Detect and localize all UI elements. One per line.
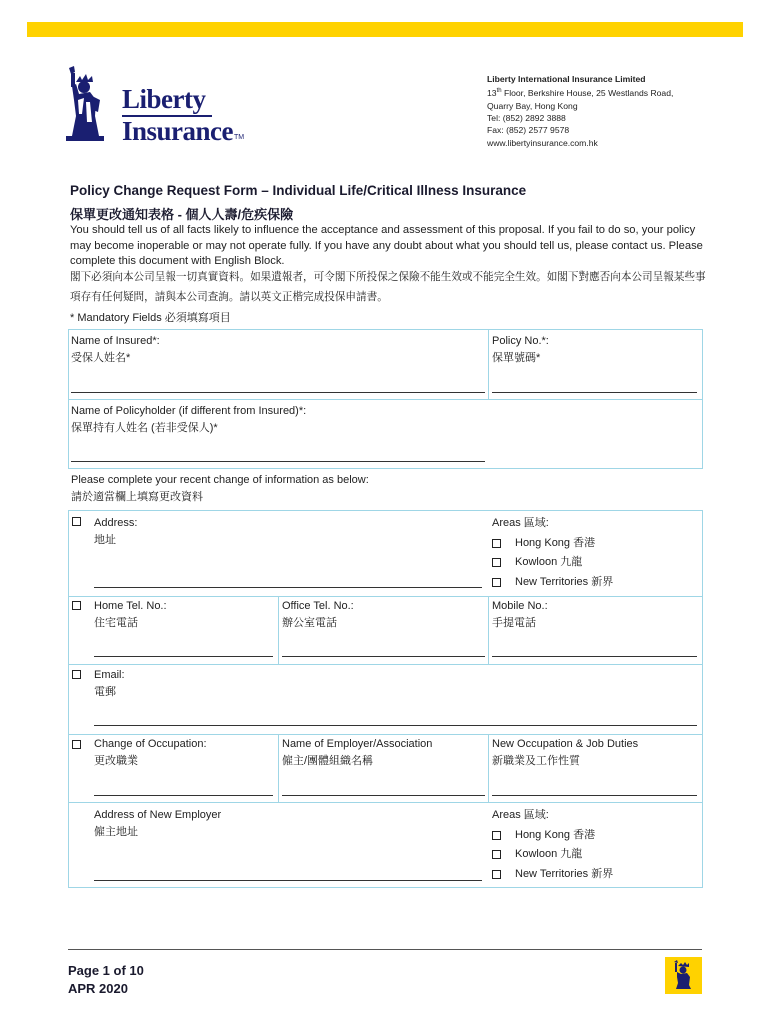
company-website[interactable]: www.libertyinsurance.com.hk bbox=[487, 137, 598, 148]
employer-name-label: Name of Employer/Association 僱主/團體組織名稱 bbox=[282, 738, 433, 767]
address-label: Address: 地址 bbox=[94, 517, 138, 546]
area-hong-kong-label: Hong Kong 香港 bbox=[515, 537, 596, 549]
top-accent-bar bbox=[27, 22, 743, 37]
employer-area-kowloon-label: Kowloon 九龍 bbox=[515, 848, 583, 860]
email-field[interactable] bbox=[94, 725, 697, 726]
mobile-label: Mobile No.: 手提電話 bbox=[492, 600, 548, 629]
job-duties-field[interactable] bbox=[492, 795, 697, 796]
name-insured-label: Name of Insured*: 受保人姓名* bbox=[71, 335, 160, 364]
address-line-2: Quarry Bay, Hong Kong bbox=[487, 100, 578, 111]
employer-address-field[interactable] bbox=[94, 880, 482, 881]
logo-word-liberty: Liberty bbox=[122, 84, 206, 114]
statue-of-liberty-icon bbox=[665, 957, 702, 994]
area-hong-kong-checkbox[interactable] bbox=[492, 539, 501, 548]
intro-text-zh: 閣下必須向本公司呈報一切真實資料。如果遺報者，可令閣下所投保之保險不能生效或不能完全生效。如閣下對應否向本公司呈報某些事項存有任何疑問，請與本公司查詢。請以英文正楷完成投保申請書。 bbox=[70, 271, 706, 303]
logo-trademark: TM bbox=[234, 134, 245, 141]
logo-word-insurance: Insurance bbox=[122, 116, 234, 146]
phone-checkbox[interactable] bbox=[72, 601, 81, 610]
section-divider bbox=[68, 664, 703, 665]
email-label: Email: 電郵 bbox=[94, 669, 125, 698]
liberty-logo bbox=[62, 66, 252, 146]
intro-text-en: You should tell us of all facts likely to influence the acceptance and assessment of this proposal. If you fail to do so, your policy may become inoperable or may not operate fully. If you have any doubt about what you should tell us, please contact us. Please complete this document with English Block. bbox=[70, 224, 703, 267]
section-divider bbox=[488, 596, 489, 664]
employer-area-new-territories-label: New Territories 新界 bbox=[515, 868, 614, 880]
employer-name-field[interactable] bbox=[282, 795, 485, 796]
company-fax: Fax: (852) 2577 9578 bbox=[487, 125, 570, 136]
policyholder-label: Name of Policyholder (if different from Insured)*: 保單持有人姓名 (若非受保人)* bbox=[71, 405, 307, 434]
mobile-field[interactable] bbox=[492, 656, 697, 657]
name-insured-field[interactable] bbox=[71, 392, 485, 393]
change-occupation-label: Change of Occupation: 更改職業 bbox=[94, 738, 207, 767]
section-divider bbox=[68, 399, 703, 400]
change-intro: Please complete your recent change of information as below: 請於適當欄上填寫更改資料 bbox=[71, 474, 369, 503]
policyholder-field[interactable] bbox=[71, 461, 485, 462]
change-occupation-field[interactable] bbox=[94, 795, 273, 796]
section-divider bbox=[68, 802, 703, 803]
form-title-en: Policy Change Request Form – Individual Life/Critical Illness Insurance bbox=[70, 183, 527, 198]
company-name: Liberty International Insurance Limited bbox=[487, 74, 646, 84]
home-tel-field[interactable] bbox=[94, 656, 273, 657]
area-kowloon-checkbox[interactable] bbox=[492, 558, 501, 567]
mandatory-note: * Mandatory Fields 必須填寫項目 bbox=[70, 312, 231, 324]
job-duties-label: New Occupation & Job Duties 新職業及工作性質 bbox=[492, 738, 639, 767]
page-number: Page 1 of 10 bbox=[68, 963, 144, 978]
section-divider bbox=[68, 734, 703, 735]
section-divider bbox=[68, 596, 703, 597]
employer-areas-label: Areas 區域: bbox=[492, 809, 549, 821]
employer-area-kowloon-checkbox[interactable] bbox=[492, 850, 501, 859]
company-tel: Tel: (852) 2892 3888 bbox=[487, 113, 566, 124]
area-new-territories-checkbox[interactable] bbox=[492, 578, 501, 587]
employer-area-hong-kong-label: Hong Kong 香港 bbox=[515, 829, 596, 841]
occupation-checkbox[interactable] bbox=[72, 740, 81, 749]
section-divider bbox=[278, 734, 279, 802]
address-checkbox[interactable] bbox=[72, 517, 81, 526]
employer-address-label: Address of New Employer 僱主地址 bbox=[94, 809, 222, 838]
footer-rule bbox=[68, 949, 702, 950]
office-tel-field[interactable] bbox=[282, 656, 485, 657]
employer-area-hong-kong-checkbox[interactable] bbox=[492, 831, 501, 840]
policy-no-field[interactable] bbox=[492, 392, 697, 393]
company-address bbox=[487, 73, 673, 149]
footer-logo-badge bbox=[665, 957, 702, 994]
section-divider bbox=[278, 596, 279, 664]
office-tel-label: Office Tel. No.: 辦公室電話 bbox=[282, 600, 354, 629]
address-field[interactable] bbox=[94, 587, 482, 588]
area-new-territories-label: New Territories 新界 bbox=[515, 576, 614, 588]
areas-label: Areas 區域: bbox=[492, 517, 549, 529]
policy-no-label: Policy No.*: 保單號碼* bbox=[492, 335, 549, 364]
email-checkbox[interactable] bbox=[72, 670, 81, 679]
address-line-1: 13th Floor, Berkshire House, 25 Westlands Road, bbox=[487, 88, 674, 99]
home-tel-label: Home Tel. No.: 住宅電話 bbox=[94, 600, 167, 629]
form-date: APR 2020 bbox=[68, 981, 128, 996]
employer-area-new-territories-checkbox[interactable] bbox=[492, 870, 501, 879]
form-title-zh: 保單更改通知表格 - 個人人壽/危疾保險 bbox=[70, 207, 294, 222]
statue-of-liberty-icon bbox=[62, 66, 112, 142]
section-divider bbox=[488, 329, 489, 399]
section-divider bbox=[488, 734, 489, 802]
area-kowloon-label: Kowloon 九龍 bbox=[515, 556, 583, 568]
